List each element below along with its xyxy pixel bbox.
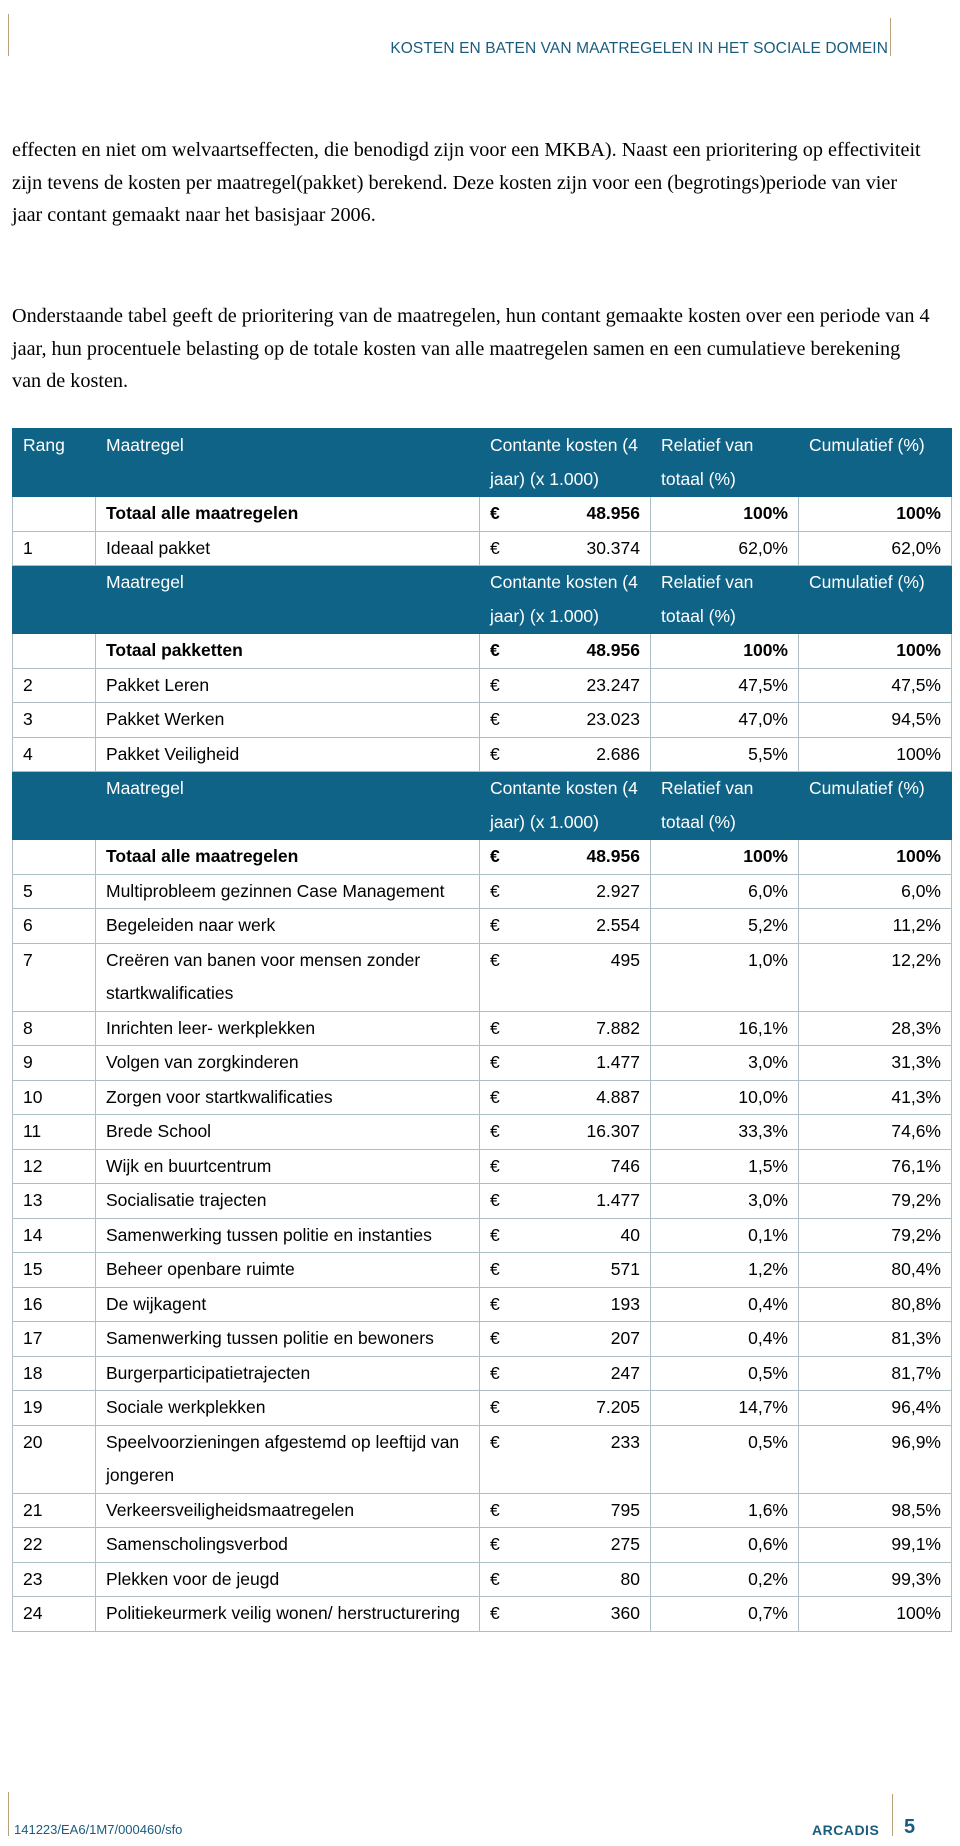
euro-sign: €: [490, 503, 500, 523]
cumulative-cell: 76,1%: [799, 1149, 952, 1184]
euro-sign: €: [490, 640, 500, 660]
table-row: [13, 1080, 952, 1115]
table-row: [13, 1218, 952, 1253]
cumulative-cell: 74,6%: [799, 1115, 952, 1150]
rank-cell: 1: [13, 531, 96, 566]
relative-cell: 62,0%: [651, 531, 799, 566]
euro-sign: €: [490, 1328, 500, 1348]
measure-cell: Verkeersveiligheidsmaatregelen: [96, 1493, 480, 1528]
euro-sign: €: [490, 1362, 500, 1383]
relative-cell: 47,0%: [651, 703, 799, 738]
cumulative-cell: 41,3%: [799, 1080, 952, 1115]
table-row: [13, 1149, 952, 1184]
relative-cell: 3,0%: [651, 1184, 799, 1219]
table-intro-paragraph: Onderstaande tabel geeft de prioritering van de maatregelen, hun contant gemaakte kosten over een periode van 4 jaar, hun procentuele belasting op de totale kosten van alle maatregelen samen en een cumulatieve berekening van de kosten.: [12, 305, 930, 392]
cost-value: 40: [620, 1224, 640, 1245]
rank-cell: 4: [13, 737, 96, 772]
table-row: [13, 668, 952, 703]
cost-header-cell: Contante kosten (4 jaar) (x 1.000): [480, 772, 651, 840]
intro-paragraph: effecten en niet om welvaartseffecten, die benodigd zijn voor een MKBA). Naast een prioritering op effectiviteit zijn tevens de kosten per maatregel(pakket) berekend. Deze kosten zijn voor een (begrotings)periode van vier jaar contant gemaakt naar het basisjaar 2006.: [12, 139, 921, 226]
footer-rule-right: [892, 1794, 893, 1836]
relative-cell: 16,1%: [651, 1011, 799, 1046]
cost-cell: [480, 840, 651, 875]
cost-value: 495: [610, 949, 640, 970]
cost-value: 7.882: [596, 1017, 640, 1038]
rank-cell: [13, 497, 96, 532]
relative-cell: 0,4%: [651, 1287, 799, 1322]
rank-cell: [13, 634, 96, 669]
measure-cell: Zorgen voor startkwalificaties: [96, 1080, 480, 1115]
cost-cell: [480, 497, 651, 532]
table-row: [13, 943, 952, 1011]
cumulative-cell: 79,2%: [799, 1184, 952, 1219]
euro-sign: €: [490, 880, 500, 901]
page-number: 5: [904, 1816, 916, 1838]
euro-sign: €: [490, 1052, 500, 1072]
cumulative-cell: 80,4%: [799, 1253, 952, 1288]
document-reference: 141223/EA6/1M7/000460/sfo: [14, 1822, 183, 1837]
euro-sign: €: [490, 846, 500, 866]
measure-cell: Totaal alle maatregelen: [96, 840, 480, 875]
cumulative-cell: 100%: [799, 1597, 952, 1632]
cumulative-cell: 62,0%: [799, 531, 952, 566]
euro-sign: €: [490, 1603, 500, 1623]
table-row: [13, 874, 952, 909]
cost-cell: [480, 874, 651, 909]
cumulative-header-cell: Cumulatief (%): [799, 772, 952, 840]
cost-cell: [480, 1562, 651, 1597]
euro-sign: €: [490, 1017, 500, 1038]
cumulative-cell: 100%: [799, 737, 952, 772]
cost-value: 275: [610, 1534, 640, 1554]
cost-cell: [480, 909, 651, 944]
footer-rule-left: [8, 1792, 9, 1836]
relative-cell: 47,5%: [651, 668, 799, 703]
cost-value: 360: [610, 1603, 640, 1623]
rank-cell: 22: [13, 1528, 96, 1563]
cumulative-cell: 94,5%: [799, 703, 952, 738]
relative-cell: 0,7%: [651, 1597, 799, 1632]
cost-value: 23.247: [586, 674, 640, 695]
rank-cell: 5: [13, 874, 96, 909]
cost-value: 193: [610, 1293, 640, 1314]
rank-cell: 24: [13, 1597, 96, 1632]
table-row: [13, 1391, 952, 1426]
table-row: [13, 1597, 952, 1632]
rank-cell: 3: [13, 703, 96, 738]
cost-value: 1.477: [596, 1052, 640, 1072]
cost-value: 207: [610, 1328, 640, 1348]
measure-cell: Maatregel: [96, 566, 480, 634]
cost-cell: [480, 1322, 651, 1357]
cost-cell: [480, 1425, 651, 1493]
measure-cell: Plekken voor de jeugd: [96, 1562, 480, 1597]
measure-cell: Inrichten leer- werkplekken: [96, 1011, 480, 1046]
euro-sign: €: [490, 1259, 500, 1279]
cost-value: 30.374: [586, 537, 640, 558]
cumulative-cell: 100%: [799, 840, 952, 875]
table-row: [13, 737, 952, 772]
cost-cell: [480, 1493, 651, 1528]
euro-sign: €: [490, 1121, 500, 1141]
cost-value: 7.205: [596, 1397, 640, 1417]
table-total-row: [13, 497, 952, 532]
relative-cell: 33,3%: [651, 1115, 799, 1150]
cumulative-cell: 96,9%: [799, 1425, 952, 1493]
rank-cell: 2: [13, 668, 96, 703]
measure-cell: Burgerparticipatietrajecten: [96, 1356, 480, 1391]
cumulative-header-cell: Cumulatief (%): [799, 566, 952, 634]
cost-value: 746: [610, 1155, 640, 1176]
cumulative-cell: 6,0%: [799, 874, 952, 909]
rank-cell: 15: [13, 1253, 96, 1288]
cost-value: 1.477: [596, 1190, 640, 1210]
cumulative-cell: 31,3%: [799, 1046, 952, 1081]
table-row: [13, 1528, 952, 1563]
cost-value: 16.307: [586, 1121, 640, 1141]
table-row: [13, 1253, 952, 1288]
rank-cell: Rang: [13, 429, 96, 497]
cost-cell: [480, 737, 651, 772]
cumulative-cell: 11,2%: [799, 909, 952, 944]
table-row: [13, 909, 952, 944]
cost-value: 48.956: [586, 503, 640, 523]
cumulative-cell: 96,4%: [799, 1391, 952, 1426]
rank-cell: 6: [13, 909, 96, 944]
table-total-row: [13, 840, 952, 875]
relative-cell: 14,7%: [651, 1391, 799, 1426]
header-rule-left: [8, 14, 9, 56]
cost-cell: [480, 1528, 651, 1563]
cost-value: 2.927: [596, 880, 640, 901]
rank-cell: 8: [13, 1011, 96, 1046]
relative-cell: 6,0%: [651, 874, 799, 909]
rank-cell: 20: [13, 1425, 96, 1493]
euro-sign: €: [490, 743, 500, 764]
relative-cell: 10,0%: [651, 1080, 799, 1115]
relative-cell: 100%: [651, 634, 799, 669]
cumulative-cell: 79,2%: [799, 1218, 952, 1253]
header-rule-right: [890, 18, 891, 56]
relative-cell: 1,5%: [651, 1149, 799, 1184]
relative-cell: 1,2%: [651, 1253, 799, 1288]
euro-sign: €: [490, 1190, 500, 1210]
cost-value: 48.956: [586, 846, 640, 866]
cost-cell: [480, 1253, 651, 1288]
table-row: [13, 531, 952, 566]
measure-cell: Speelvoorzieningen afgestemd op leeftijd van jongeren: [96, 1425, 480, 1493]
rank-cell: 13: [13, 1184, 96, 1219]
euro-sign: €: [490, 915, 500, 935]
cost-value: 233: [610, 1431, 640, 1452]
measure-cell: Pakket Veiligheid: [96, 737, 480, 772]
cumulative-cell: 100%: [799, 634, 952, 669]
cost-cell: [480, 1218, 651, 1253]
measure-cell: Pakket Werken: [96, 703, 480, 738]
measure-cell: Samenscholingsverbod: [96, 1528, 480, 1563]
measure-cell: Begeleiden naar werk: [96, 909, 480, 944]
cost-value: 2.686: [596, 743, 640, 764]
cost-cell: [480, 1184, 651, 1219]
cost-value: 795: [610, 1499, 640, 1520]
cost-cell: [480, 1046, 651, 1081]
cost-cell: [480, 668, 651, 703]
relative-cell: 0,6%: [651, 1528, 799, 1563]
measure-cell: Maatregel: [96, 429, 480, 497]
relative-cell: 5,2%: [651, 909, 799, 944]
cumulative-cell: 100%: [799, 497, 952, 532]
measures-cost-table: [12, 428, 952, 1632]
measure-cell: Samenwerking tussen politie en bewoners: [96, 1322, 480, 1357]
relative-header-cell: Relatief van totaal (%): [651, 429, 799, 497]
relative-cell: 1,6%: [651, 1493, 799, 1528]
cost-cell: [480, 1287, 651, 1322]
cost-value: 23.023: [586, 709, 640, 729]
running-header-title: KOSTEN EN BATEN VAN MAATREGELEN IN HET SOCIALE DOMEIN: [390, 40, 888, 57]
rank-cell: 12: [13, 1149, 96, 1184]
euro-sign: €: [490, 1431, 500, 1452]
euro-sign: €: [490, 537, 500, 558]
measure-cell: De wijkagent: [96, 1287, 480, 1322]
rank-cell: 14: [13, 1218, 96, 1253]
relative-header-cell: Relatief van totaal (%): [651, 772, 799, 840]
rank-cell: [13, 772, 96, 840]
table-row: [13, 703, 952, 738]
measure-cell: Pakket Leren: [96, 668, 480, 703]
table-row: [13, 1493, 952, 1528]
rank-cell: [13, 840, 96, 875]
cost-cell: [480, 1011, 651, 1046]
cost-cell: [480, 531, 651, 566]
cumulative-cell: 81,7%: [799, 1356, 952, 1391]
cumulative-cell: 81,3%: [799, 1322, 952, 1357]
rank-cell: 21: [13, 1493, 96, 1528]
rank-cell: 9: [13, 1046, 96, 1081]
measure-cell: Totaal alle maatregelen: [96, 497, 480, 532]
relative-cell: 100%: [651, 840, 799, 875]
rank-cell: 16: [13, 1287, 96, 1322]
cost-value: 2.554: [596, 915, 640, 935]
table-row: [13, 1011, 952, 1046]
cost-cell: [480, 1080, 651, 1115]
cumulative-header-cell: Cumulatief (%): [799, 429, 952, 497]
measure-cell: Sociale werkplekken: [96, 1391, 480, 1426]
relative-cell: 0,4%: [651, 1322, 799, 1357]
euro-sign: €: [490, 1397, 500, 1417]
measure-cell: Brede School: [96, 1115, 480, 1150]
table-row: [13, 1425, 952, 1493]
cost-cell: [480, 1356, 651, 1391]
euro-sign: €: [490, 1568, 500, 1589]
cost-value: 247: [610, 1362, 640, 1383]
rank-cell: 19: [13, 1391, 96, 1426]
cost-cell: [480, 703, 651, 738]
cost-cell: [480, 1597, 651, 1632]
cumulative-cell: 28,3%: [799, 1011, 952, 1046]
table-header-row: [13, 429, 952, 497]
euro-sign: €: [490, 1534, 500, 1554]
rank-cell: 10: [13, 1080, 96, 1115]
euro-sign: €: [490, 1293, 500, 1314]
cost-value: 4.887: [596, 1086, 640, 1107]
table-row: [13, 1184, 952, 1219]
cumulative-cell: 47,5%: [799, 668, 952, 703]
cost-value: 48.956: [586, 640, 640, 660]
cumulative-cell: 12,2%: [799, 943, 952, 1011]
cumulative-cell: 98,5%: [799, 1493, 952, 1528]
cost-cell: [480, 1115, 651, 1150]
brand-logo: ARCADIS: [812, 1822, 880, 1838]
cost-header-cell: Contante kosten (4 jaar) (x 1.000): [480, 429, 651, 497]
measure-cell: Ideaal pakket: [96, 531, 480, 566]
table-row: [13, 1562, 952, 1597]
relative-cell: 100%: [651, 497, 799, 532]
relative-cell: 0,5%: [651, 1425, 799, 1493]
cost-value: 571: [610, 1259, 640, 1279]
rank-cell: 18: [13, 1356, 96, 1391]
table-row: [13, 1046, 952, 1081]
euro-sign: €: [490, 1086, 500, 1107]
cost-cell: [480, 943, 651, 1011]
measure-cell: Volgen van zorgkinderen: [96, 1046, 480, 1081]
cost-value: 80: [620, 1568, 640, 1589]
euro-sign: €: [490, 709, 500, 729]
table-row: [13, 1356, 952, 1391]
measure-cell: Creëren van banen voor mensen zonder startkwalificaties: [96, 943, 480, 1011]
measure-cell: Beheer openbare ruimte: [96, 1253, 480, 1288]
measure-cell: Politiekeurmerk veilig wonen/ herstructurering: [96, 1597, 480, 1632]
relative-header-cell: Relatief van totaal (%): [651, 566, 799, 634]
cost-cell: [480, 1391, 651, 1426]
rank-cell: 17: [13, 1322, 96, 1357]
measure-cell: Socialisatie trajecten: [96, 1184, 480, 1219]
measure-cell: Multiprobleem gezinnen Case Management: [96, 874, 480, 909]
table-row: [13, 1287, 952, 1322]
relative-cell: 0,1%: [651, 1218, 799, 1253]
relative-cell: 5,5%: [651, 737, 799, 772]
table-row: [13, 1115, 952, 1150]
table-total-row: [13, 634, 952, 669]
table-row: [13, 1322, 952, 1357]
cumulative-cell: 99,1%: [799, 1528, 952, 1563]
table-header-row: [13, 566, 952, 634]
relative-cell: 3,0%: [651, 1046, 799, 1081]
measure-cell: Wijk en buurtcentrum: [96, 1149, 480, 1184]
rank-cell: 7: [13, 943, 96, 1011]
cost-header-cell: Contante kosten (4 jaar) (x 1.000): [480, 566, 651, 634]
measure-cell: Totaal pakketten: [96, 634, 480, 669]
cost-cell: [480, 634, 651, 669]
cost-cell: [480, 1149, 651, 1184]
relative-cell: 0,2%: [651, 1562, 799, 1597]
euro-sign: €: [490, 1224, 500, 1245]
cumulative-cell: 80,8%: [799, 1287, 952, 1322]
euro-sign: €: [490, 1499, 500, 1520]
measure-cell: Samenwerking tussen politie en instanties: [96, 1218, 480, 1253]
relative-cell: 1,0%: [651, 943, 799, 1011]
measure-cell: Maatregel: [96, 772, 480, 840]
euro-sign: €: [490, 949, 500, 970]
rank-cell: 23: [13, 1562, 96, 1597]
rank-cell: [13, 566, 96, 634]
relative-cell: 0,5%: [651, 1356, 799, 1391]
euro-sign: €: [490, 674, 500, 695]
euro-sign: €: [490, 1155, 500, 1176]
cumulative-cell: 99,3%: [799, 1562, 952, 1597]
table-header-row: [13, 772, 952, 840]
rank-cell: 11: [13, 1115, 96, 1150]
